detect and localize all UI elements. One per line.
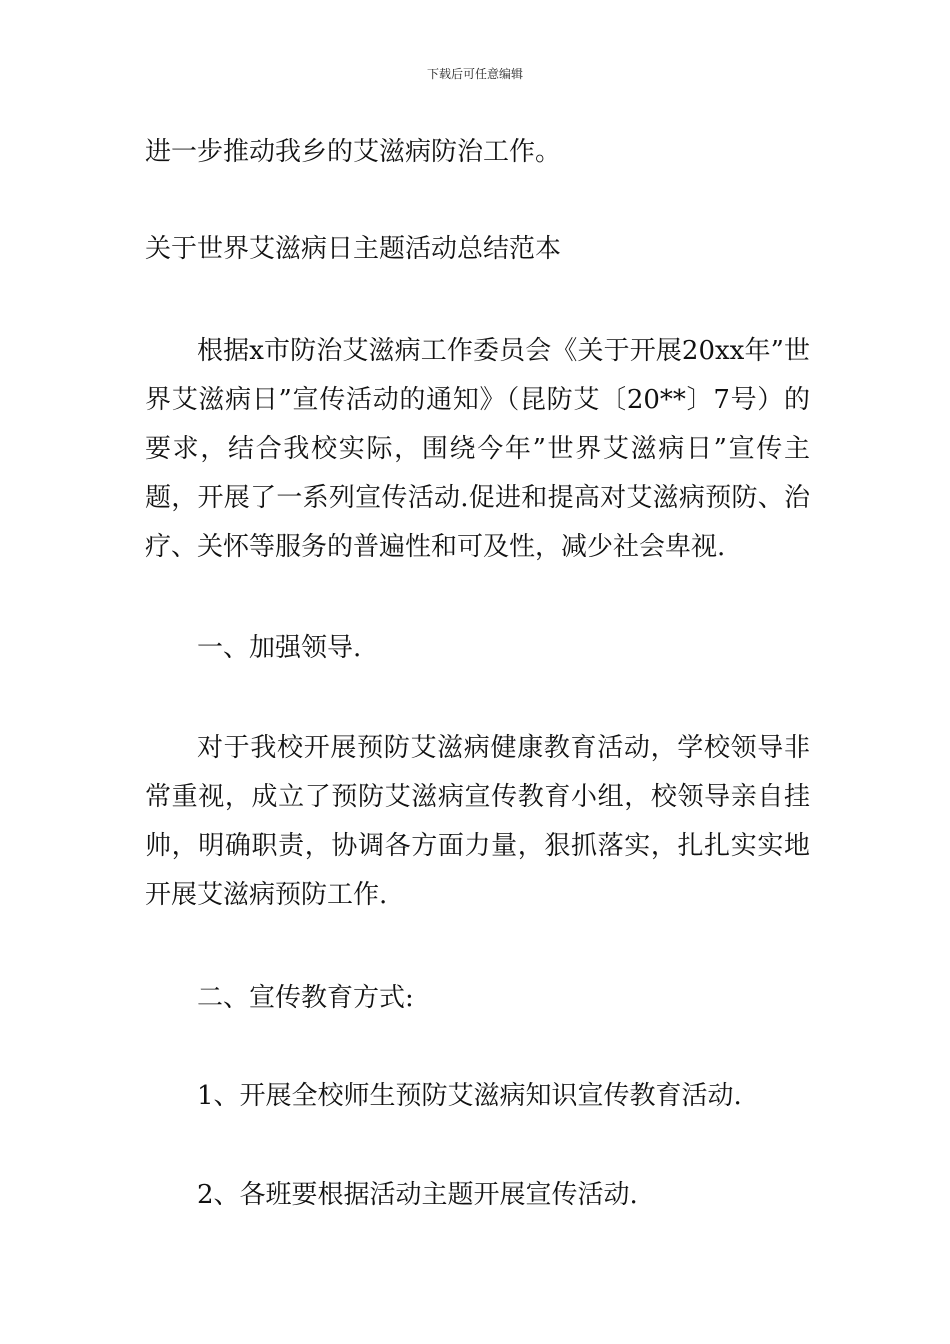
page-header: 下载后可任意编辑 xyxy=(426,67,523,81)
paragraph-1: 根据x市防治艾滋病工作委员会《关于开展20xx年”世界艾滋病日”宣传活动的通知》（昆防艾〔20**〕7号）的要求，结合我校实际，围绕今年”世界艾滋病日”宣传主题，开展了一系列宣传活动.促进和提高对艾滋病预防、治疗、关怀等服务的普遍性和可及性，减少社会卑视. xyxy=(145,336,810,562)
section-1-heading: 一、加强领导. xyxy=(197,633,362,663)
document-title: 关于世界艾滋病日主题活动总结范本 xyxy=(145,234,562,264)
intro-line: 进一步推动我乡的艾滋病防治工作。 xyxy=(145,137,562,167)
list-item-1: 1、开展全校师生预防艾滋病知识宣传教育活动. xyxy=(197,1081,742,1111)
section-2-heading: 二、宣传教育方式: xyxy=(197,983,414,1013)
list-item-2: 2、各班要根据活动主题开展宣传活动. xyxy=(197,1180,638,1210)
paragraph-2: 对于我校开展预防艾滋病健康教育活动，学校领导非常重视，成立了预防艾滋病宣传教育小组，校领导亲自挂帅，明确职责，协调各方面力量，狠抓落实，扎扎实实地开展艾滋病预防工作. xyxy=(145,733,810,910)
